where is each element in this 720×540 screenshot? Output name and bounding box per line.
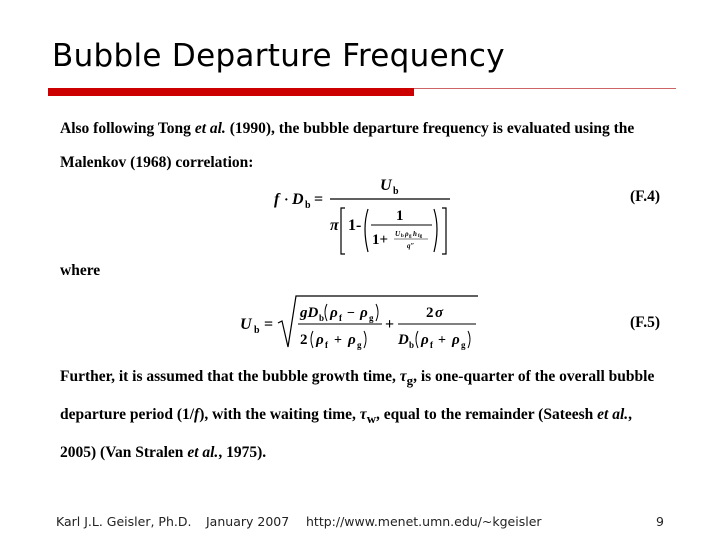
svg-text:g: g [409,234,412,239]
title-underline-accent [48,88,414,96]
svg-text:b: b [305,200,311,211]
svg-text:=: = [264,316,274,333]
svg-text:U: U [395,230,401,238]
equation-f4-label: (F.4) [630,188,660,205]
svg-text:π: π [330,217,339,234]
svg-text:f: f [339,313,342,323]
svg-text:b: b [393,186,399,197]
svg-text:D: D [292,191,304,208]
tau-w-symbol: τ [359,406,367,424]
title-underline-rule [414,88,676,89]
para1-text-b: (1990), the bubble departure frequency is evaluated using the Malenkov (1968) correlation: [60,120,635,171]
svg-text:1-: 1- [348,217,362,234]
svg-text:b: b [409,340,415,350]
tau-g-subscript: g [406,373,414,389]
svg-text:fg: fg [418,234,423,239]
svg-text:+: + [438,333,446,348]
svg-text:1: 1 [396,208,404,224]
svg-text:+: + [385,316,395,333]
footer-url: http://www.menet.umn.edu/~kgeisler [306,514,542,529]
para1-etal: et al. [194,120,226,137]
svg-text:=: = [314,191,324,208]
tau-w-subscript: w [366,411,377,427]
svg-text:1+: 1+ [372,232,389,248]
slide-title: Bubble Departure Frequency [52,38,505,74]
para2-etal-2: et al. [187,444,219,462]
para2-text-a: Further, it is assumed that the bubble growth time, [60,368,400,385]
svg-text:+: + [334,333,342,348]
svg-text:U: U [240,316,252,333]
svg-text:g: g [461,340,466,350]
svg-text:f: f [325,340,328,350]
svg-text:ρ: ρ [452,332,460,348]
svg-text:ρ: ρ [348,332,356,348]
svg-text:gD: gD [300,305,319,321]
para2-text-c: ), with the waiting time, [199,406,360,424]
equation-f5 [240,293,490,355]
para2-text-e: , 2005) (Van Stralen [60,406,633,462]
svg-text:D: D [398,332,409,348]
svg-text:q″: q″ [407,242,415,250]
svg-text:h: h [413,230,417,238]
svg-text:ρ: ρ [330,305,338,321]
equation-f5-label: (F.5) [630,314,660,331]
svg-text:ρ: ρ [316,332,324,348]
svg-text:g: g [369,313,374,323]
svg-text:U: U [380,177,392,194]
para2-etal-1: et al. [597,406,629,424]
svg-text:·: · [284,193,289,208]
svg-text:b: b [401,234,404,239]
svg-text:f: f [274,191,280,208]
svg-text:−: − [347,306,355,321]
svg-text:2: 2 [426,305,434,321]
para2-text-d: , equal to the remainder (Sateesh [376,406,598,424]
svg-text:σ: σ [435,305,444,321]
paragraph-intro [60,112,670,180]
equation-f4 [268,176,458,260]
para2-text-f: , 1975). [218,444,267,462]
paragraph-assumption [60,360,670,470]
svg-text:f: f [430,340,433,350]
svg-text:ρ: ρ [405,230,409,238]
para2-text-b: , is one-quarter of the overall bubble departure period (1/ [60,368,655,424]
footer-page-number: 9 [656,514,664,529]
where-text: where [60,262,101,279]
frequency-symbol: f [194,406,200,424]
svg-text:2: 2 [300,332,308,348]
svg-text:b: b [254,325,260,336]
tau-g-symbol: τ [399,368,407,385]
footer-author: Karl J.L. Geisler, Ph.D. [56,514,192,529]
svg-text:ρ: ρ [360,305,368,321]
para1-text-a: Also following Tong [60,120,195,137]
svg-text:g: g [357,340,362,350]
svg-text:ρ: ρ [421,332,429,348]
svg-text:b: b [319,313,325,323]
footer-date: January 2007 [206,514,290,529]
